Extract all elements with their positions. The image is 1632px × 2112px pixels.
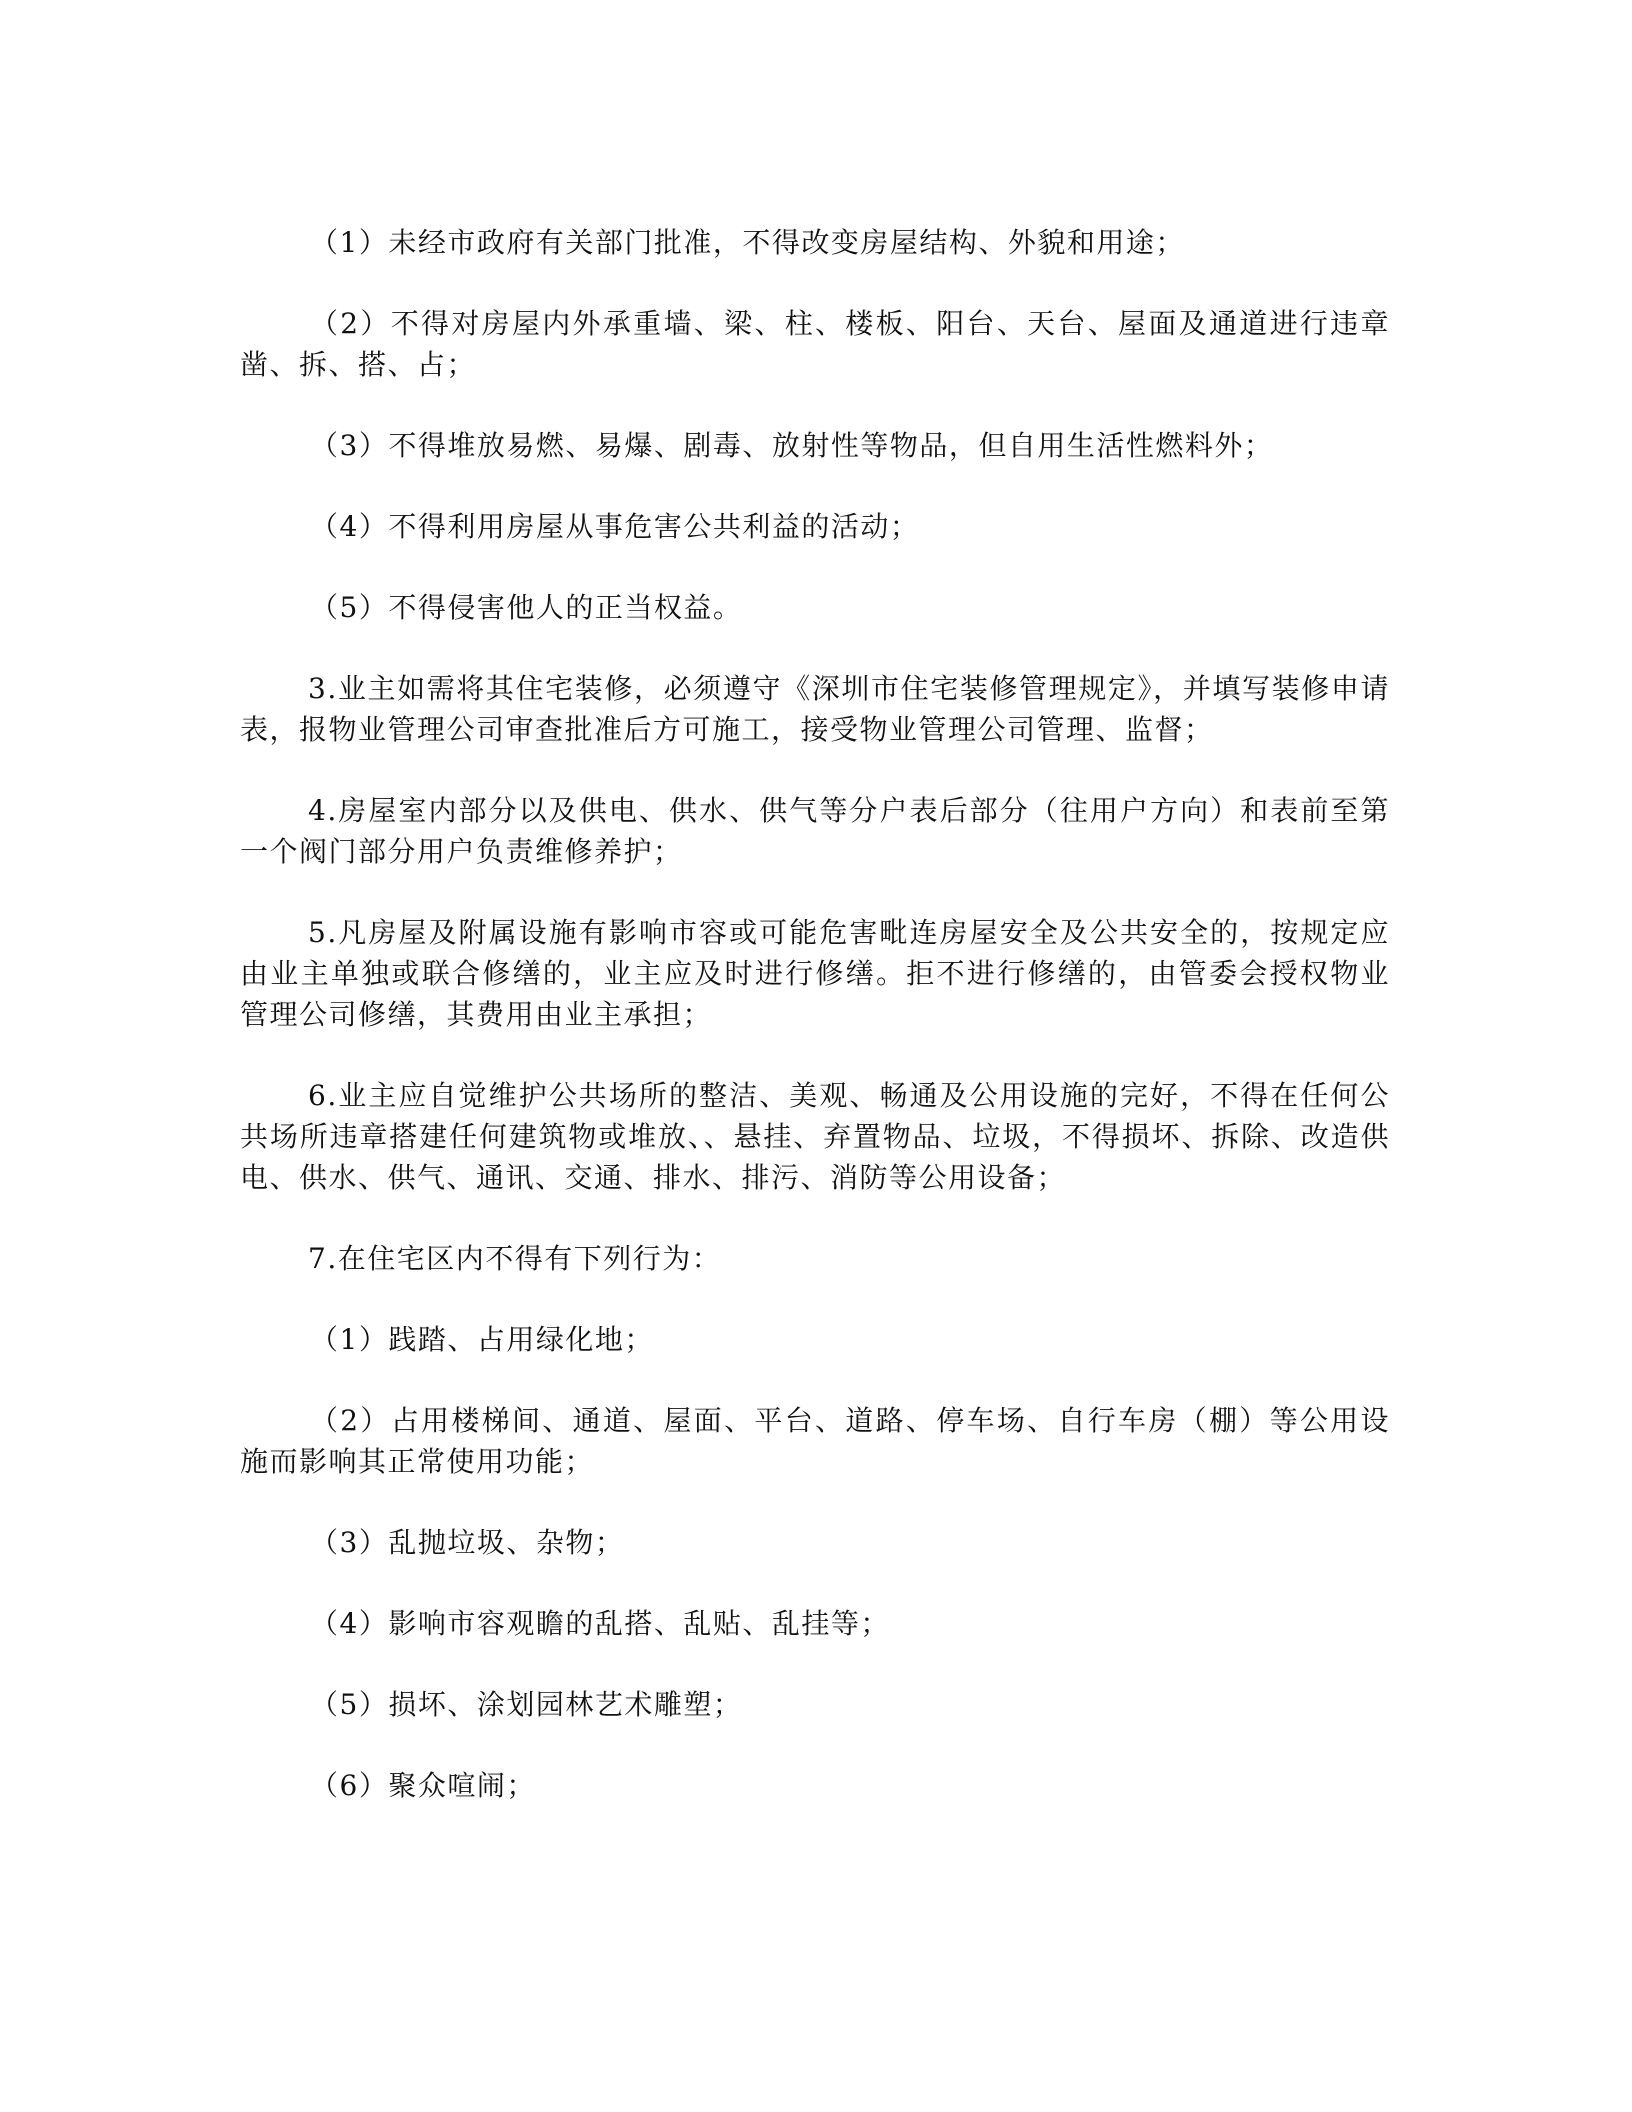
clause-6: 6.业主应自觉维护公共场所的整洁、美观、畅通及公用设施的完好，不得在任何公共场所违章搭建任何建筑物或堆放、、悬挂、弃置物品、垃圾，不得损坏、拆除、改造供电、供水、供气、通讯、交通、排水、排污、消防等公用设备；	[240, 1079, 1390, 1194]
clause-3: 3.业主如需将其住宅装修，必须遵守《深圳市住宅装修管理规定》，并填写装修申请表，报物业管理公司审查批准后方可施工，接受物业管理公司管理、监督；	[240, 672, 1390, 746]
clause-7-item-5: （5）损坏、涂划园林艺术雕塑；	[310, 1688, 743, 1721]
clause-7-item-2: （2）占用楼梯间、通道、屋面、平台、道路、停车场、自行车房（棚）等公用设施而影响其正常使用功能；	[240, 1404, 1390, 1478]
clause-7-item-3: （3）乱抛垃圾、杂物；	[310, 1526, 625, 1559]
clause-7: 7.在住宅区内不得有下列行为：	[308, 1242, 722, 1275]
clause-7-item-4: （4）影响市容观瞻的乱搭、乱贴、乱挂等；	[310, 1607, 890, 1640]
clause-2-item-2: （2）不得对房屋内外承重墙、梁、柱、楼板、阳台、天台、屋面及通道进行违章凿、拆、搭、占；	[240, 307, 1390, 381]
clause-2-item-3: （3）不得堆放易燃、易爆、剧毒、放射性等物品，但自用生活性燃料外；	[310, 429, 1274, 462]
clause-7-item-1: （1）践踏、占用绿化地；	[310, 1323, 654, 1356]
clause-2-item-1: （1）未经市政府有关部门批准，不得改变房屋结构、外貌和用途；	[310, 226, 1185, 259]
document-body	[240, 222, 1390, 1846]
clause-7-item-6: （6）聚众喧闹；	[310, 1769, 536, 1802]
clause-2-item-5: （5）不得侵害他人的正当权益。	[310, 591, 743, 624]
clause-5: 5.凡房屋及附属设施有影响市容或可能危害毗连房屋安全及公共安全的，按规定应由业主单独或联合修缮的，业主应及时进行修缮。拒不进行修缮的，由管委会授权物业管理公司修缮，其费用由业主承担；	[240, 916, 1390, 1031]
clause-2-item-4: （4）不得利用房屋从事危害公共利益的活动；	[310, 510, 920, 543]
clause-4: 4.房屋室内部分以及供电、供水、供气等分户表后部分（往用户方向）和表前至第一个阀门部分用户负责维修养护；	[240, 794, 1390, 868]
